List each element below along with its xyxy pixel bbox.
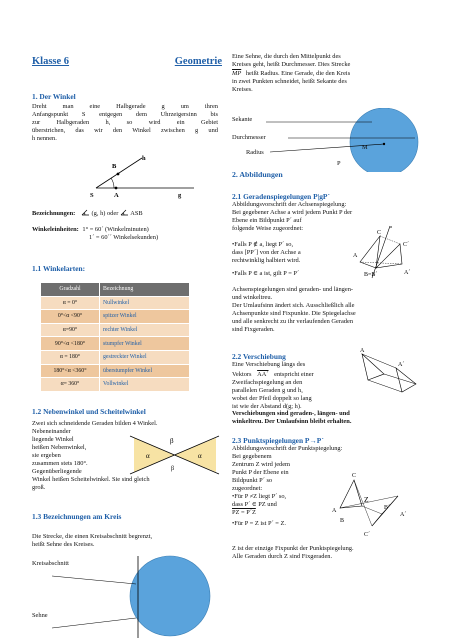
label-Z: Z: [364, 495, 369, 504]
angle-diagram: [76, 150, 216, 202]
label-g: g: [178, 192, 182, 199]
winkeleinheiten-2: 1´ = 60´´ Winkelsekunden): [89, 234, 159, 241]
vector-arrow: [368, 380, 402, 392]
text-line: groß.: [32, 484, 46, 491]
table-cell: Vollwinkel: [100, 378, 190, 392]
text-line: parallelen Geraden g und h,: [232, 387, 303, 394]
section-title-punktspiegelung: 2.3 Punktspiegelungen P→P´: [232, 436, 324, 445]
geradenspiegelung-bullet2: •Falls P ∈ a ist, gilt P = P´: [232, 270, 300, 277]
text-line: Abbildungsvorschrift der Punktspiegelung:: [232, 445, 343, 452]
label-C: C: [352, 473, 357, 479]
winkeleinheiten-1: 1° = 60´ (Winkelminuten): [82, 226, 149, 233]
section-title-abbildungen: 2. Abbildungen: [232, 170, 283, 179]
text-line: zusammen stets 180°.: [32, 460, 88, 467]
point-B: [117, 173, 120, 176]
label-B: B=B´: [364, 272, 378, 278]
geradenspiegelung-bullet1: [232, 241, 301, 265]
text-line: rechtwinklig halbiert wird.: [232, 257, 301, 264]
label-alpha-right: α: [198, 452, 202, 460]
label-A-prime: A´: [400, 512, 407, 518]
label-C: C: [377, 230, 382, 236]
angle-symbol-icon: [120, 209, 129, 216]
table-cell: spitzer Winkel: [100, 310, 190, 324]
label-B: B: [112, 163, 117, 170]
table-row: [41, 296, 190, 310]
text-line: sie ergeben: [32, 452, 61, 459]
angle-fill-right: [174, 438, 216, 472]
label-B-prime: B´: [384, 505, 390, 511]
angle-symbol-icon: [81, 209, 90, 216]
text-line: und winkeltreu.: [232, 294, 273, 301]
text-line: heißt Sehne des Kreises.: [32, 541, 95, 548]
text-line: [232, 371, 362, 379]
text-line: Verschiebungen sind geraden-, längen- und: [232, 410, 350, 417]
circle: [130, 556, 210, 636]
text-line: Eine Verschiebung längs des: [232, 361, 306, 368]
line-BB: [362, 506, 382, 514]
point-A: [115, 187, 118, 190]
connector-AA: [360, 262, 402, 264]
label-durchmesser: Durchmesser: [232, 134, 266, 141]
winkel-intro-line: h nennen.: [32, 135, 57, 142]
connector-CC: [380, 236, 400, 244]
line-CC: [354, 480, 372, 526]
section-title-winkel: 1. Der Winkel: [32, 92, 76, 101]
label-sekante: Sekante: [232, 116, 253, 123]
label-C-prime: C´: [403, 242, 409, 248]
winkel-intro-line: Anfangspunkt S entgegen dem Uhrzeigersinn bis: [32, 111, 218, 118]
text-line: PZ = P´Z: [232, 509, 256, 516]
table-cell: α= 360°: [41, 378, 100, 392]
text-span: entspricht einer: [274, 371, 314, 378]
table-cell: α = 180°: [41, 350, 100, 364]
text-line: Punkt P der Ebene ein: [232, 469, 289, 476]
table-cell: 180°<α <360°: [41, 364, 100, 378]
vector-arrow: [384, 374, 416, 384]
text-line: sind Fixgeraden.: [232, 326, 275, 333]
text-line: Kreises.: [232, 86, 253, 93]
table-row: [41, 364, 190, 378]
section-title-verschiebung: 2.2 Verschiebung: [232, 352, 286, 361]
label-S: S: [90, 192, 94, 199]
text-line: Zentrum Z wird jedem: [232, 461, 291, 468]
text-line: •Für P = Z ist P´ = Z.: [232, 520, 286, 527]
table-cell: Nullwinkel: [100, 296, 190, 310]
text-line: wobei der Pfeil doppelt so lang: [232, 395, 312, 402]
label-A-prime: A´: [404, 270, 411, 276]
label-radius: Radius: [246, 149, 264, 156]
label-sehne: Sehne: [32, 612, 48, 619]
table-cell: 90°<α <180°: [41, 337, 100, 351]
label-M: M: [362, 144, 368, 151]
pointer-line: [52, 618, 136, 628]
winkelarten-table: [40, 282, 190, 392]
text-line: Die Strecke, die einen Kreisabschnitt begrenzt,: [32, 533, 153, 540]
table-cell: α = 0°: [41, 296, 100, 310]
text-line: •Falls P ∉ a, liegt P´ so,: [232, 241, 294, 248]
text-span: heißt Radius. Eine Gerade, die den Kreis: [245, 70, 351, 77]
table-cell: überstumpfer Winkel: [100, 364, 190, 378]
achsenspiegelung-diagram: [340, 222, 426, 282]
label-beta-top: β: [170, 437, 174, 445]
bezeichnungen-asb: ASB: [130, 210, 143, 217]
punktspiegelung-diagram: [326, 466, 426, 540]
text-line: Zweifachspiegelung an den: [232, 379, 303, 386]
section-title-winkelarten: 1.1 Winkelarten:: [32, 264, 86, 273]
text-line: Achsenspiegelungen sind geraden- und längen-: [232, 286, 354, 293]
mp-label: $\overline{MP}$: [232, 70, 242, 77]
section-title-nebenwinkel: 1.2 Nebenwinkel und Scheitelwinkel: [32, 407, 146, 416]
circle: [350, 108, 418, 172]
label-beta-bottom: β: [171, 466, 175, 472]
winkel-intro-line: überstrichen, das wir den Winkel zwischen g und: [32, 127, 218, 134]
class-title: Klasse 6: [32, 56, 70, 67]
winkel-intro: [32, 103, 218, 143]
table-row: [41, 350, 190, 364]
label-A-prime: A´: [398, 362, 405, 368]
text-line: dass P´ ∈ PZ und: [232, 501, 277, 508]
text-line: Ebene ein Bildpunkt P´ auf: [232, 217, 302, 224]
text-line: zugeordnet:: [232, 485, 263, 492]
bezeichnungen-line: [32, 209, 143, 218]
text-line: und alle senkrecht zu ihr verlaufenden Geraden: [232, 318, 354, 325]
text-line: folgende Weise zugeordnet:: [232, 225, 304, 232]
text-line: winkeltreu. Der Umlaufsinn bleibt erhalten.: [232, 418, 352, 425]
label-C-prime: C´: [364, 532, 370, 538]
table-cell: stumpfer Winkel: [100, 337, 190, 351]
label-A: A: [332, 508, 337, 514]
table-cell: gestreckter Winkel: [100, 350, 190, 364]
text-line: dass [PP´] von der Achse a: [232, 249, 301, 256]
table-cell: α=90°: [41, 323, 100, 337]
bezeichnungen-text: (g, h) oder: [91, 210, 119, 217]
page-header: [32, 56, 222, 67]
table-row: [41, 337, 190, 351]
table-cell: rechter Winkel: [100, 323, 190, 337]
vector-arrow: [362, 354, 396, 368]
label-B: B: [340, 518, 345, 524]
table-header-row: [41, 283, 190, 297]
kreis-text-continued: [232, 53, 422, 94]
label-A: A: [353, 253, 358, 259]
text-line: in zwei Punkten schneidet, heißt Sekante des: [232, 78, 347, 85]
winkeleinheiten-label: Winkeleinheiten:: [32, 226, 79, 233]
text-line: Der Umlaufsinn ändert sich. Ausschließlich alle: [232, 302, 355, 309]
text-line: liegende Winkel: [32, 436, 74, 443]
verschiebung-eigenschaften: [232, 410, 426, 426]
bezeichnungen-label: Bezeichnungen:: [32, 210, 76, 217]
pointer-line: [52, 576, 136, 584]
subject-title: Geometrie: [174, 56, 222, 67]
text-line: Kreises geht, heißt Durchmesser. Dies Strecke: [232, 61, 351, 68]
triangle-original: [362, 354, 384, 380]
section-title-geradenspiegelung: 2.1 Geradenspiegelungen P|gP´: [232, 192, 330, 201]
text-line: Z ist der einzige Fixpunkt der Punktspiegelung.: [232, 545, 354, 552]
text-line: Zwei sich schneidende Geraden bilden 4 Winkel.: [32, 420, 158, 427]
label-A: A: [114, 192, 119, 199]
table-row: [41, 378, 190, 392]
text-line: Nebeneinander: [32, 428, 71, 435]
table-row: [41, 310, 190, 324]
angle-arc: [111, 178, 114, 188]
point-M: [383, 143, 385, 145]
punktspiegelung-fix: [232, 545, 426, 561]
angle-fill-left: [134, 438, 174, 472]
winkeleinheiten-line: [32, 226, 149, 234]
winkel-intro-line: zur Halbgeraden h, so wird ein Gebiet: [32, 119, 218, 126]
text-line: Bildpunkt P´ so: [232, 477, 273, 484]
vector-label: AA´: [257, 371, 269, 378]
label-alpha-left: α: [146, 452, 150, 460]
scheitelwinkel-diagram: [124, 430, 224, 480]
geradenspiegelung-eigenschaften: [232, 286, 426, 334]
text-line: heißen Nebenwinkel,: [32, 444, 87, 451]
kreis-text: [32, 533, 152, 549]
section-title-kreis: 1.3 Bezeichnungen am Kreis: [32, 512, 122, 521]
text-line: Bei gegebenem: [232, 453, 272, 460]
text-line: •Für P ≠Z liegt P´ so,: [232, 493, 287, 500]
label-kreisabschnitt: Kreisabschnitt: [32, 560, 69, 567]
label-A: A: [360, 348, 365, 354]
label-a: a: [390, 224, 392, 229]
verschiebung-text: [232, 361, 362, 411]
text-line: Eine Sehne, die durch den Mittelpunkt des: [232, 53, 341, 60]
verschiebung-diagram: [356, 344, 430, 396]
table-cell: 0°<α <90°: [41, 310, 100, 324]
table-header-cell: Gradzahl: [41, 283, 100, 297]
text-line: Bei gegebener Achse a wird jedem Punkt P der: [232, 209, 353, 216]
text-line: Achsenpunkte sind Fixpunkte. Die Spiegelachse: [232, 310, 356, 317]
triangle-image: [396, 368, 416, 392]
winkel-intro-line: Dreht man eine Halbgerade g um ihren: [32, 103, 218, 110]
ray-h: [96, 158, 142, 188]
text-span: Vektors: [232, 371, 252, 378]
text-line: Winkel heißen Scheitelwinkel. Sie sind gleich: [32, 476, 150, 483]
text-line: Abbildungsvorschrift der Achsenspiegelung:: [232, 201, 347, 208]
table-row: [41, 323, 190, 337]
text-line: Alle Geraden durch Z sind Fixgeraden.: [232, 553, 333, 560]
label-h: h: [142, 155, 146, 162]
triangle-original: [340, 480, 362, 508]
text-line: [232, 70, 422, 78]
table-header-cell: Bezeichnung: [100, 283, 190, 297]
text-line: Gegenüberliegende: [32, 468, 82, 475]
label-P: P: [337, 160, 341, 167]
text-line: ist wie der Abstand d(g; h).: [232, 403, 302, 410]
